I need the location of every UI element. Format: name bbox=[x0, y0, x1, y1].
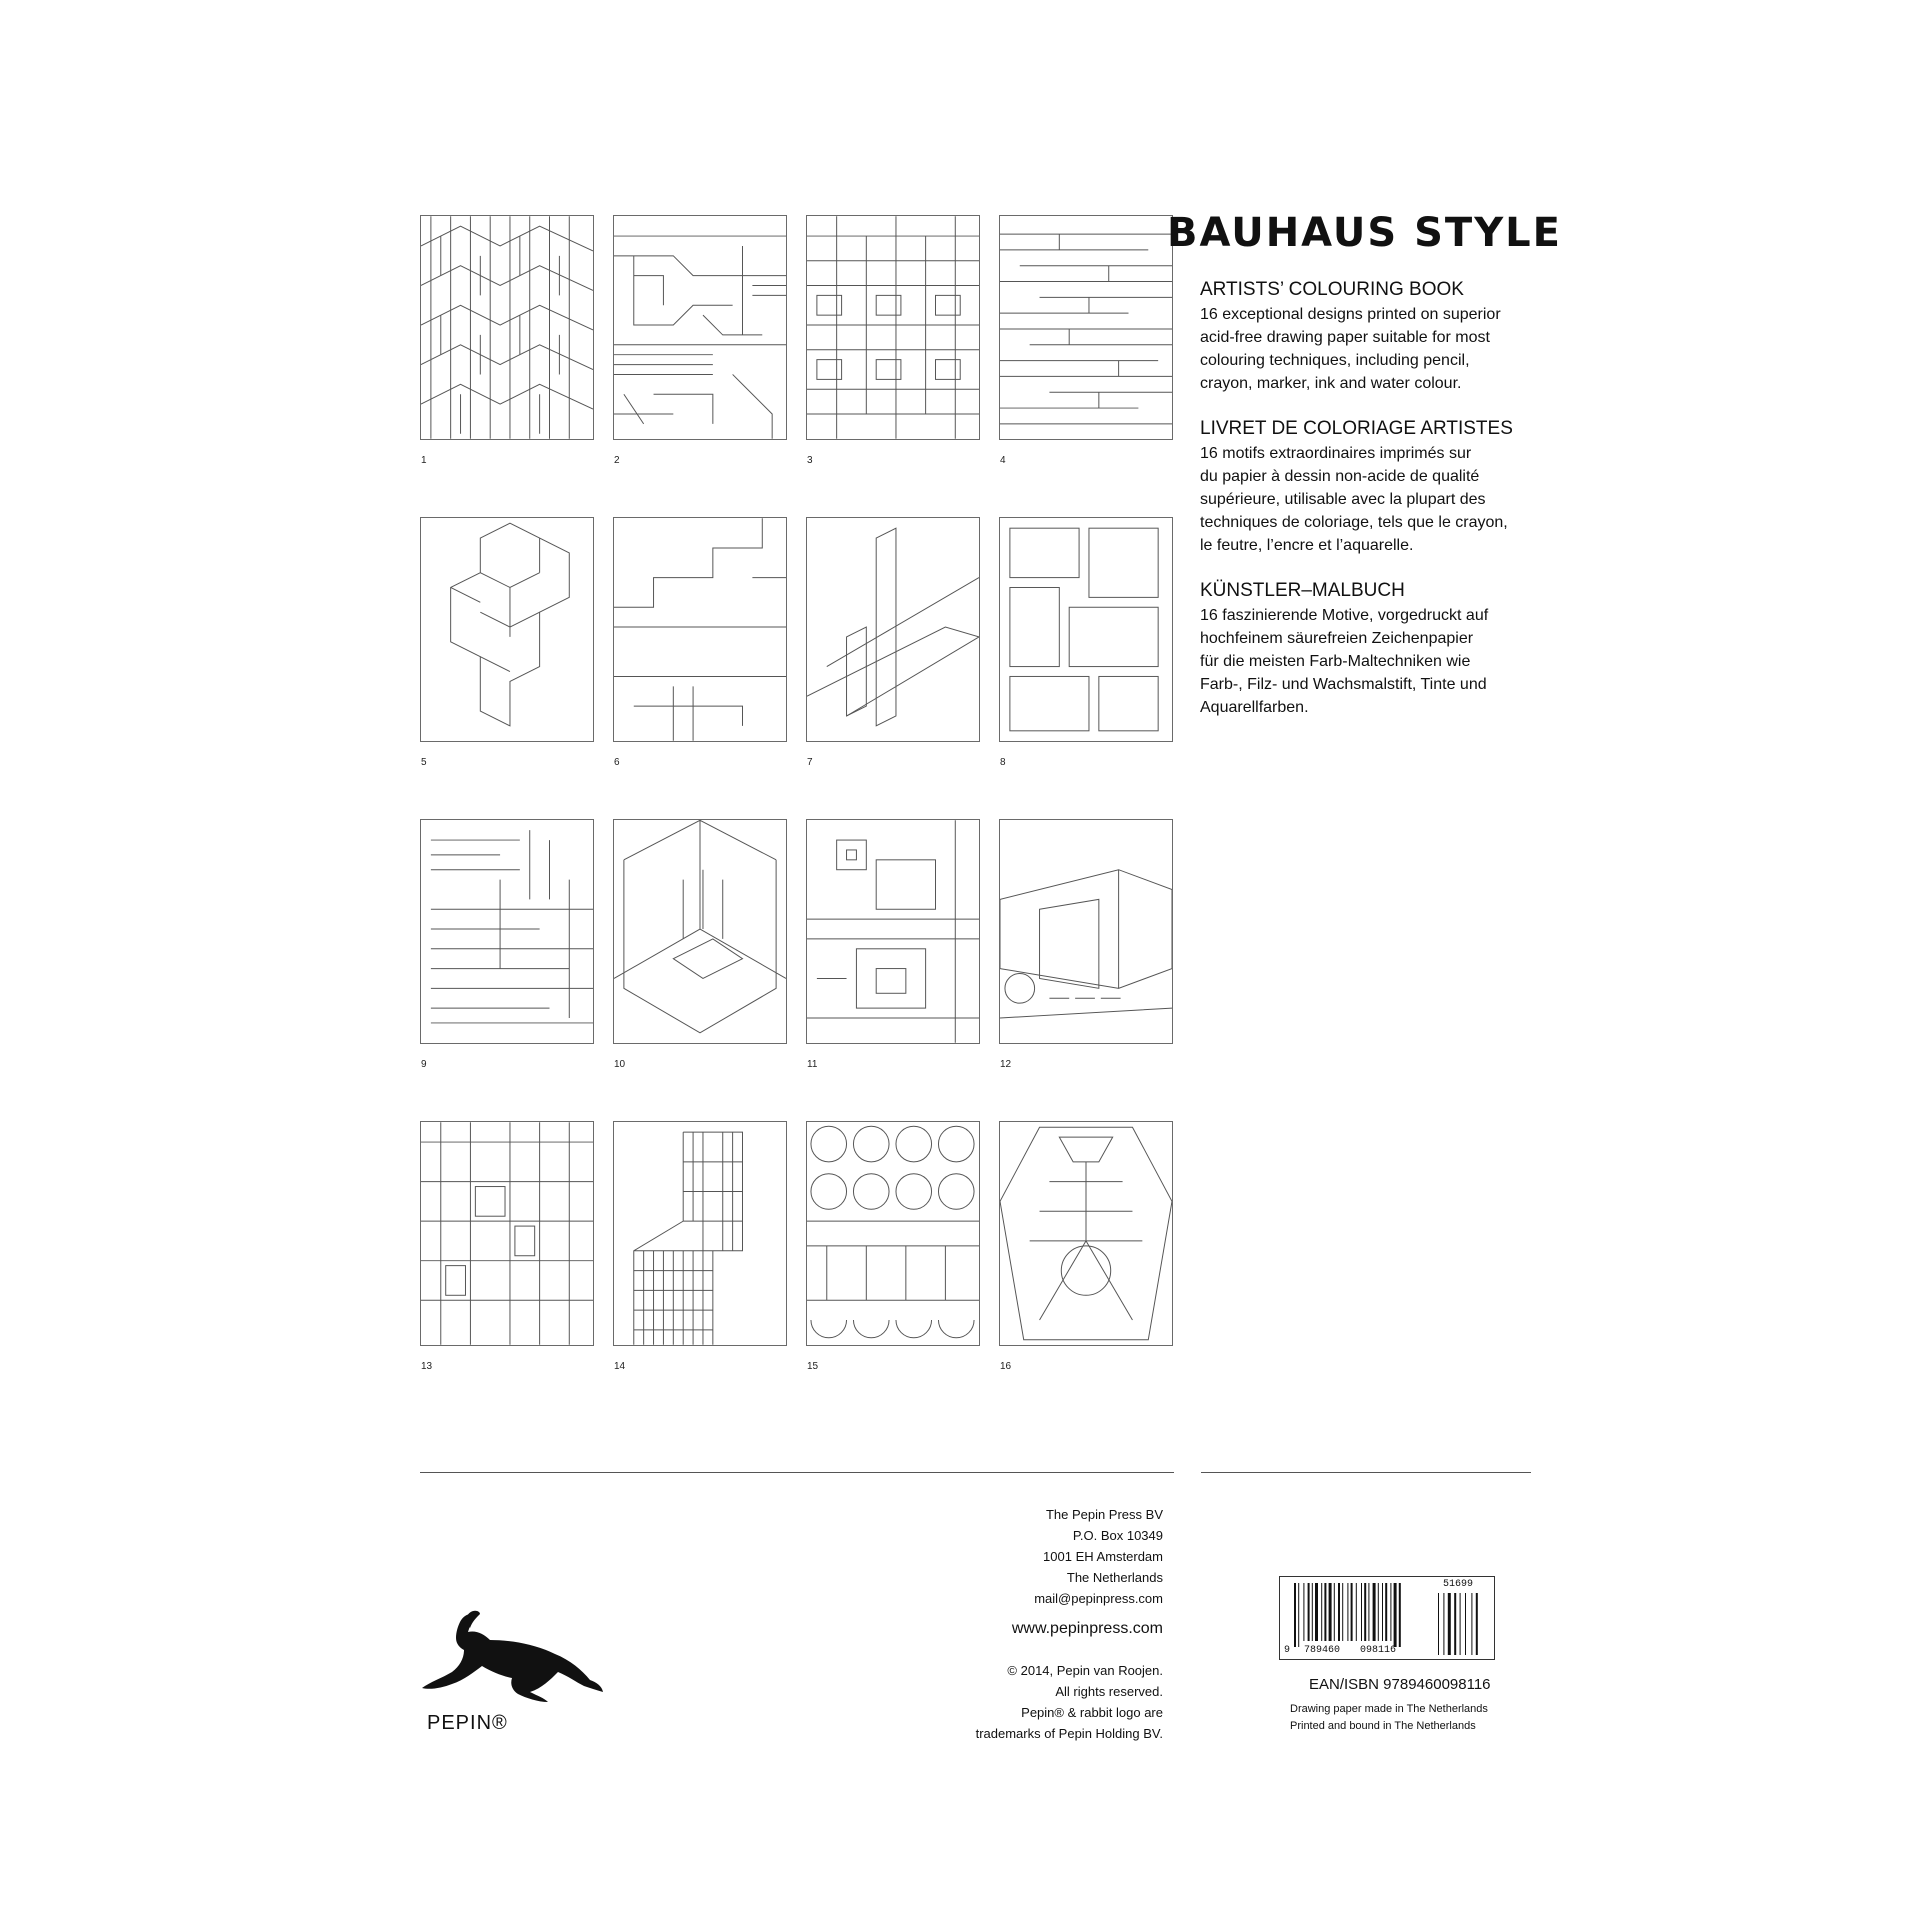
barcode-addon: 51699 bbox=[1443, 1579, 1474, 1590]
isometric-pattern-drawing bbox=[421, 216, 593, 439]
planes-composition-drawing bbox=[807, 518, 979, 741]
barcode bbox=[1279, 1576, 1495, 1660]
thumbnail-number: 15 bbox=[807, 1361, 819, 1372]
email-link[interactable]: mail@pepinpress.com bbox=[1034, 1591, 1163, 1606]
thumbnail-number: 3 bbox=[807, 455, 813, 466]
section-line: du papier à dessin non-acide de qualité bbox=[1200, 468, 1480, 485]
bars-pattern-drawing bbox=[421, 820, 593, 1043]
tower-building-drawing bbox=[614, 1122, 786, 1345]
barcode-bar bbox=[1364, 1583, 1366, 1641]
address-line: 1001 EH Amsterdam bbox=[1043, 1549, 1163, 1564]
design-thumbnail-12 bbox=[999, 819, 1173, 1044]
publisher-address bbox=[1034, 1504, 1163, 1609]
section-line: supérieure, utilisable avec la plupart des bbox=[1200, 491, 1486, 508]
barcode-group-1: 789460 bbox=[1304, 1645, 1341, 1656]
section-heading: ARTISTS’ COLOURING BOOK bbox=[1200, 279, 1464, 300]
thumbnail-number: 7 bbox=[807, 757, 813, 768]
address-line: The Pepin Press BV bbox=[1045, 1507, 1163, 1522]
thumbnail-number: 9 bbox=[421, 1059, 427, 1070]
made-in-line: Drawing paper made in The Netherlands bbox=[1290, 1703, 1488, 1715]
thumbnail-number: 12 bbox=[1000, 1059, 1012, 1070]
isometric-building-drawing bbox=[421, 518, 593, 741]
barcode-addon-bar bbox=[1454, 1593, 1456, 1655]
thumbnail-number: 6 bbox=[614, 757, 620, 768]
design-thumbnail-4 bbox=[999, 215, 1173, 440]
copyright-line: © 2014, Pepin van Roojen. bbox=[1007, 1663, 1163, 1678]
section-german bbox=[1200, 578, 1540, 719]
section-line: le feutre, l’encre et l’aquarelle. bbox=[1200, 537, 1414, 554]
barcode-bar bbox=[1361, 1583, 1362, 1641]
barcode-bar bbox=[1399, 1583, 1401, 1647]
design-thumbnail-7 bbox=[806, 517, 980, 742]
section-line: acid-free drawing paper suitable for most bbox=[1200, 329, 1490, 346]
design-thumbnail-13 bbox=[420, 1121, 594, 1346]
design-thumbnail-8 bbox=[999, 517, 1173, 742]
section-line: crayon, marker, ink and water colour. bbox=[1200, 375, 1462, 392]
barcode-bar bbox=[1390, 1583, 1391, 1641]
barcode-bar bbox=[1334, 1583, 1335, 1641]
barcode-bar bbox=[1382, 1583, 1383, 1641]
section-line: für die meisten Farb-Maltechniken wie bbox=[1200, 653, 1471, 670]
design-thumbnail-14 bbox=[613, 1121, 787, 1346]
geometric-composition-drawing bbox=[807, 820, 979, 1043]
thumbnail-number: 5 bbox=[421, 757, 427, 768]
barcode-bar bbox=[1347, 1583, 1348, 1641]
book-title: BAUHAUS STYLE bbox=[1167, 210, 1562, 256]
isometric-room-drawing bbox=[614, 820, 786, 1043]
barcode-addon-bar bbox=[1460, 1593, 1461, 1655]
section-english bbox=[1200, 277, 1540, 395]
barcode-bar bbox=[1351, 1583, 1353, 1641]
section-line: Aquarellfarben. bbox=[1200, 699, 1309, 716]
barcode-addon-bar bbox=[1476, 1593, 1478, 1655]
ean-isbn-label: EAN/ISBN 9789460098116 bbox=[1309, 1676, 1491, 1693]
design-thumbnail-5 bbox=[420, 517, 594, 742]
section-line: 16 motifs extraordinaires imprimés sur bbox=[1200, 445, 1472, 462]
design-thumbnail-2 bbox=[613, 215, 787, 440]
manufacturing-note bbox=[1290, 1701, 1488, 1735]
barcode-bar bbox=[1329, 1583, 1332, 1641]
made-in-line: Printed and bound in The Netherlands bbox=[1290, 1720, 1476, 1732]
rabbit-icon bbox=[420, 1610, 605, 1705]
maze-lines-drawing bbox=[614, 216, 786, 439]
divider-left bbox=[420, 1472, 1174, 1473]
copyright-line: trademarks of Pepin Holding BV. bbox=[975, 1726, 1163, 1741]
barcode-addon-bar bbox=[1448, 1593, 1451, 1655]
barcode-bar bbox=[1294, 1583, 1296, 1647]
section-line: 16 faszinierende Motive, vorgedruckt auf bbox=[1200, 607, 1489, 624]
architectural-plan-drawing bbox=[614, 518, 786, 741]
section-line: techniques de coloriage, tels que le crayon, bbox=[1200, 514, 1508, 531]
thumbnail-number: 8 bbox=[1000, 757, 1006, 768]
barcode-bar bbox=[1394, 1583, 1397, 1647]
barcode-bar bbox=[1373, 1583, 1376, 1641]
barcode-bar bbox=[1303, 1583, 1304, 1641]
barcode-addon-bar bbox=[1443, 1593, 1444, 1655]
barcode-addon-bar bbox=[1438, 1593, 1439, 1655]
thumbnail-number: 11 bbox=[807, 1059, 818, 1070]
barcode-group-2: 098116 bbox=[1360, 1645, 1397, 1656]
rectangle-grid-drawing bbox=[1000, 518, 1172, 741]
copyright-notice bbox=[976, 1660, 1163, 1744]
section-line: 16 exceptional designs printed on superior bbox=[1200, 306, 1501, 323]
grid-windows-drawing bbox=[807, 216, 979, 439]
copyright-line: All rights reserved. bbox=[1055, 1684, 1163, 1699]
modernist-house-drawing bbox=[1000, 820, 1172, 1043]
barcode-bar bbox=[1312, 1583, 1313, 1641]
address-line: The Netherlands bbox=[1066, 1570, 1163, 1585]
section-line: colouring techniques, including pencil, bbox=[1200, 352, 1470, 369]
thumbnail-number: 14 bbox=[614, 1361, 626, 1372]
thumbnail-number: 16 bbox=[1000, 1361, 1012, 1372]
logo-text: PEPIN® bbox=[427, 1712, 508, 1734]
barcode-bar bbox=[1356, 1583, 1357, 1641]
window-grid-drawing bbox=[421, 1122, 593, 1345]
divider-right bbox=[1201, 1472, 1531, 1473]
barcode-bar bbox=[1368, 1583, 1369, 1641]
horizontal-blocks-drawing bbox=[1000, 216, 1172, 439]
barcode-bar bbox=[1298, 1583, 1299, 1647]
barcode-bar bbox=[1324, 1583, 1326, 1641]
address-line: P.O. Box 10349 bbox=[1072, 1528, 1163, 1543]
design-thumbnail-16 bbox=[999, 1121, 1173, 1346]
design-thumbnail-1 bbox=[420, 215, 594, 440]
design-thumbnail-11 bbox=[806, 819, 980, 1044]
thumbnail-number: 1 bbox=[421, 455, 427, 466]
barcode-bar bbox=[1338, 1583, 1340, 1641]
barcode-bar bbox=[1378, 1583, 1379, 1641]
section-line: hochfeinem säurefreien Zeichenpapier bbox=[1200, 630, 1474, 647]
thumbnail-number: 4 bbox=[1000, 455, 1006, 466]
website-link[interactable]: www.pepinpress.com bbox=[1011, 1620, 1163, 1637]
barcode-lead-digit: 9 bbox=[1284, 1645, 1291, 1656]
section-heading: LIVRET DE COLORIAGE ARTISTES bbox=[1200, 418, 1513, 439]
thumbnail-number: 2 bbox=[614, 455, 620, 466]
section-line: Farb-, Filz- und Wachsmalstift, Tinte und bbox=[1200, 676, 1487, 693]
circles-columns-drawing bbox=[807, 1122, 979, 1345]
section-heading: KÜNSTLER–MALBUCH bbox=[1200, 580, 1405, 601]
design-thumbnail-10 bbox=[613, 819, 787, 1044]
design-thumbnail-9 bbox=[420, 819, 594, 1044]
barcode-bar bbox=[1321, 1583, 1322, 1641]
design-thumbnail-6 bbox=[613, 517, 787, 742]
copyright-line: Pepin® & rabbit logo are bbox=[1021, 1705, 1163, 1720]
barcode-bar bbox=[1308, 1583, 1310, 1641]
barcode-addon-bar bbox=[1465, 1593, 1466, 1655]
thumbnail-number: 13 bbox=[421, 1361, 433, 1372]
barcode-bar bbox=[1315, 1583, 1318, 1641]
section-french bbox=[1200, 416, 1540, 557]
design-thumbnail-3 bbox=[806, 215, 980, 440]
barcode-bar bbox=[1385, 1583, 1387, 1641]
thumbnail-number: 10 bbox=[614, 1059, 626, 1070]
barcode-addon-bar bbox=[1471, 1593, 1472, 1655]
design-thumbnail-15 bbox=[806, 1121, 980, 1346]
art-deco-ornament-drawing bbox=[1000, 1122, 1172, 1345]
barcode-bar bbox=[1342, 1583, 1343, 1641]
